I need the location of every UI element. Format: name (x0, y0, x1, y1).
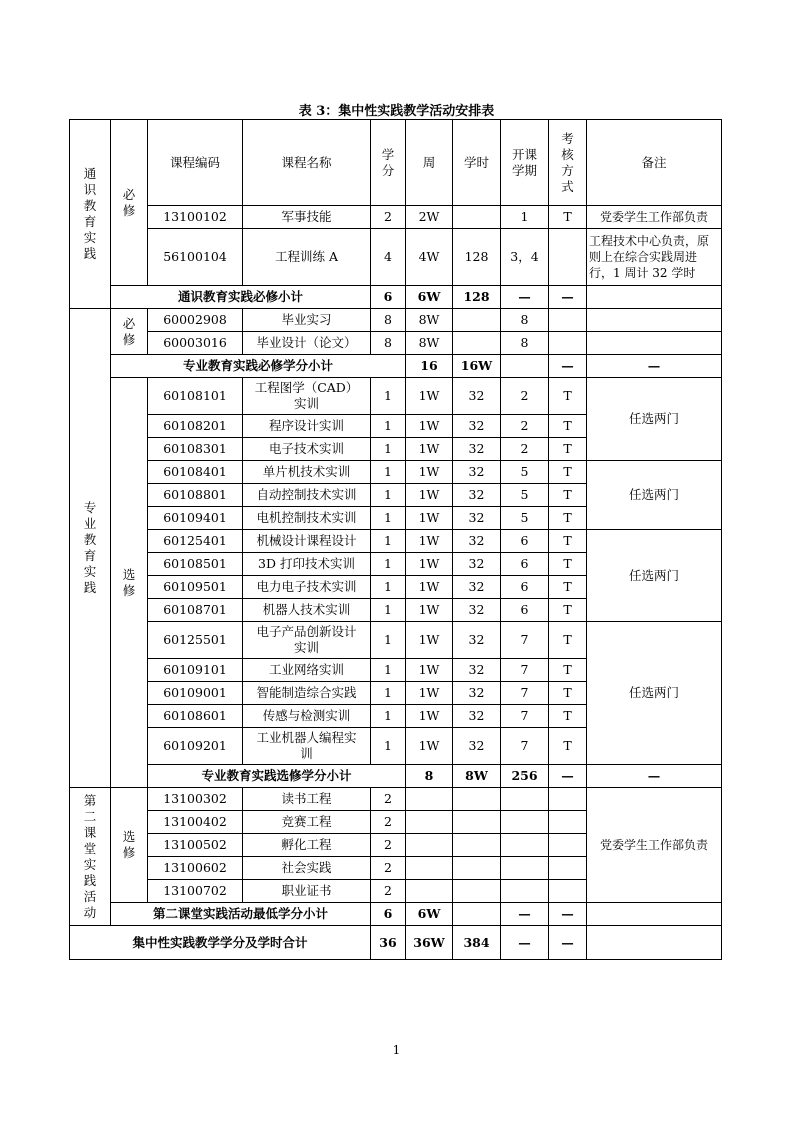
table-cell (549, 880, 587, 903)
table-cell: 1W (406, 705, 453, 728)
table-cell: T (549, 622, 587, 659)
table-cell (549, 309, 587, 332)
course-name: 自动控制技术实训 (243, 484, 371, 507)
table-row (70, 378, 722, 415)
table-cell (453, 880, 501, 903)
table-cell: 384 (453, 926, 501, 960)
practice-schedule-table (69, 119, 722, 960)
table-cell: 60108401 (148, 461, 243, 484)
table-cell: — (501, 926, 549, 960)
table-cell: 128 (453, 286, 501, 309)
table-cell: 60003016 (148, 332, 243, 355)
table-cell: T (549, 659, 587, 682)
table-cell: 1 (371, 438, 406, 461)
table-cell (406, 857, 453, 880)
table-cell: 1W (406, 576, 453, 599)
table-cell (549, 857, 587, 880)
table-row (70, 788, 722, 811)
table-cell: 60125501 (148, 622, 243, 659)
table-cell: 1 (371, 484, 406, 507)
table-cell: 6 (501, 553, 549, 576)
table-cell: 1 (371, 461, 406, 484)
table-cell: T (549, 415, 587, 438)
table-cell: 毕业实习 (243, 309, 371, 332)
remark-cell: 任选两门 (587, 378, 722, 461)
table-cell: 8 (501, 309, 549, 332)
column-header-remark: 备注 (587, 120, 722, 206)
table-cell: 16W (453, 355, 501, 378)
table-cell: 32 (453, 599, 501, 622)
table-cell: 13100602 (148, 857, 243, 880)
table-row (70, 206, 722, 229)
table-cell (549, 788, 587, 811)
table-cell (549, 229, 587, 286)
table-cell: T (549, 484, 587, 507)
sub-label: 必 修 (111, 120, 148, 286)
table-cell: 6 (501, 530, 549, 553)
table-cell: 2 (371, 834, 406, 857)
table-cell: T (549, 728, 587, 765)
table-cell (587, 332, 722, 355)
table-row (70, 229, 722, 286)
table-cell: 60108801 (148, 484, 243, 507)
table-cell: 13100402 (148, 811, 243, 834)
table-cell: 60109001 (148, 682, 243, 705)
table-cell: 职业证书 (243, 880, 371, 903)
column-header-hours: 学时 (453, 120, 501, 206)
remark-cell: 党委学生工作部负责 (587, 788, 722, 903)
table-cell (501, 788, 549, 811)
table-cell: 1W (406, 728, 453, 765)
table-cell: 竞赛工程 (243, 811, 371, 834)
table-cell: 1W (406, 622, 453, 659)
course-name: 工业机器人编程实 训 (243, 728, 371, 765)
course-name: 3D 打印技术实训 (243, 553, 371, 576)
table-cell: 1W (406, 599, 453, 622)
course-name: 电子技术实训 (243, 438, 371, 461)
table-cell: 60108501 (148, 553, 243, 576)
table-cell: 8 (371, 332, 406, 355)
table-cell (453, 834, 501, 857)
table-cell: 1W (406, 438, 453, 461)
table-cell: 32 (453, 484, 501, 507)
table-cell: — (501, 286, 549, 309)
table-cell: 8 (406, 765, 453, 788)
table-cell: T (549, 206, 587, 229)
table-cell: 1 (371, 530, 406, 553)
table-cell: 2 (501, 415, 549, 438)
table-cell: 32 (453, 461, 501, 484)
table-cell: — (549, 903, 587, 926)
table-row (70, 765, 722, 788)
column-header-week: 周 (406, 120, 453, 206)
table-cell: 6W (406, 286, 453, 309)
table-cell (501, 880, 549, 903)
table-cell: 32 (453, 530, 501, 553)
table-cell: 13100102 (148, 206, 243, 229)
table-cell: 7 (501, 728, 549, 765)
table-cell (587, 903, 722, 926)
table-cell: 1W (406, 682, 453, 705)
table-cell: 1W (406, 530, 453, 553)
table-cell: 1W (406, 378, 453, 415)
table-cell: 1W (406, 553, 453, 576)
table-row (70, 530, 722, 553)
table-cell: 2 (371, 857, 406, 880)
table-cell: 8W (406, 309, 453, 332)
table-cell (587, 286, 722, 309)
table-cell: 60108601 (148, 705, 243, 728)
subtotal-label: 第二课堂实践活动最低学分小计 (111, 903, 371, 926)
table-cell: 32 (453, 438, 501, 461)
table-cell: 2 (371, 206, 406, 229)
table-cell: 1 (371, 415, 406, 438)
table-cell (501, 834, 549, 857)
table-cell: T (549, 438, 587, 461)
column-header-exam: 考 核 方 式 (549, 120, 587, 206)
table-cell (406, 834, 453, 857)
course-name: 工程图学（CAD） 实训 (243, 378, 371, 415)
table-cell (453, 903, 501, 926)
table-cell: 1W (406, 415, 453, 438)
table-cell: 32 (453, 728, 501, 765)
table-cell (453, 332, 501, 355)
table-cell: 60108101 (148, 378, 243, 415)
table-cell (453, 309, 501, 332)
table-cell: 孵化工程 (243, 834, 371, 857)
course-name: 机械设计课程设计 (243, 530, 371, 553)
table-cell: 60108201 (148, 415, 243, 438)
table-cell: 8 (371, 309, 406, 332)
table-cell: 1 (371, 378, 406, 415)
table-cell: 7 (501, 705, 549, 728)
table-cell: — (501, 903, 549, 926)
subtotal-label: 专业教育实践选修学分小计 (148, 765, 406, 788)
table-cell: 社会实践 (243, 857, 371, 880)
table-cell: 5 (501, 507, 549, 530)
table-cell: 8 (501, 332, 549, 355)
course-name: 电机控制技术实训 (243, 507, 371, 530)
remark-cell: 工程技术中心负责，原则上在综合实践周进行，1 周计 32 学时 (587, 229, 722, 286)
table-cell: 4 (371, 229, 406, 286)
table-cell: — (549, 355, 587, 378)
table-cell: 60109201 (148, 728, 243, 765)
table-cell: 毕业设计（论文） (243, 332, 371, 355)
table-cell: 7 (501, 659, 549, 682)
sub-label: 选 修 (111, 378, 148, 788)
table-cell: 4W (406, 229, 453, 286)
table-cell: 5 (501, 461, 549, 484)
table-cell (453, 206, 501, 229)
table-cell: 3，4 (501, 229, 549, 286)
table-cell (501, 355, 549, 378)
table-row (70, 309, 722, 332)
table-cell (549, 811, 587, 834)
table-cell: 60108701 (148, 599, 243, 622)
table-cell: T (549, 599, 587, 622)
table-cell (549, 332, 587, 355)
table-cell: 32 (453, 576, 501, 599)
table-cell: 2 (501, 378, 549, 415)
table-cell: 8W (453, 765, 501, 788)
table-cell: T (549, 530, 587, 553)
remark-cell: 任选两门 (587, 622, 722, 765)
table-cell: — (549, 286, 587, 309)
table-cell: — (587, 355, 722, 378)
course-name: 电力电子技术实训 (243, 576, 371, 599)
section-label: 第 二 课 堂 实 践 活 动 (70, 788, 111, 926)
table-cell: 32 (453, 682, 501, 705)
remark-cell: 任选两门 (587, 530, 722, 622)
table-cell: 32 (453, 553, 501, 576)
table-cell: 1 (371, 576, 406, 599)
course-name: 程序设计实训 (243, 415, 371, 438)
table-cell: 2 (371, 811, 406, 834)
table-cell (453, 857, 501, 880)
course-name: 工业网络实训 (243, 659, 371, 682)
table-title: 表 3：集中性实践教学活动安排表 (298, 104, 495, 119)
table-cell: — (549, 926, 587, 960)
table-cell: 1 (371, 728, 406, 765)
table-cell: T (549, 553, 587, 576)
table-cell (453, 811, 501, 834)
course-name: 单片机技术实训 (243, 461, 371, 484)
table-row (70, 622, 722, 659)
table-row (70, 903, 722, 926)
section-label: 通 识 教 育 实 践 (70, 120, 111, 309)
table-cell: T (549, 682, 587, 705)
sub-label: 必 修 (111, 309, 148, 355)
table-cell: 6 (501, 576, 549, 599)
table-cell: 6 (371, 286, 406, 309)
table-cell: 60002908 (148, 309, 243, 332)
table-cell (501, 811, 549, 834)
course-name: 智能制造综合实践 (243, 682, 371, 705)
table-cell: 2 (371, 788, 406, 811)
table-cell: 36 (371, 926, 406, 960)
page-number: 1 (392, 1043, 401, 1057)
table-cell: 256 (501, 765, 549, 788)
table-cell: 7 (501, 682, 549, 705)
table-cell (587, 926, 722, 960)
table-cell: 128 (453, 229, 501, 286)
table-cell: 2W (406, 206, 453, 229)
table-cell: 1 (371, 659, 406, 682)
table-cell (549, 834, 587, 857)
table-row (70, 355, 722, 378)
table-cell: — (587, 765, 722, 788)
table-cell: 5 (501, 484, 549, 507)
column-header-code: 课程编码 (148, 120, 243, 206)
table-cell: 60125401 (148, 530, 243, 553)
table-cell: 56100104 (148, 229, 243, 286)
table-cell: 60109501 (148, 576, 243, 599)
table-cell: 6W (406, 903, 453, 926)
table-cell: 6 (371, 903, 406, 926)
table-cell: 1W (406, 507, 453, 530)
table-cell: 13100302 (148, 788, 243, 811)
table-cell: 60109401 (148, 507, 243, 530)
table-cell: 6 (501, 599, 549, 622)
table-cell: 1W (406, 484, 453, 507)
table-cell: T (549, 378, 587, 415)
table-cell: 工程训练 A (243, 229, 371, 286)
table-cell (453, 788, 501, 811)
column-header-name: 课程名称 (243, 120, 371, 206)
table-cell: 1 (371, 599, 406, 622)
total-label: 集中性实践教学学分及学时合计 (70, 926, 371, 960)
table-cell: T (549, 507, 587, 530)
table-cell: 1 (371, 705, 406, 728)
table-cell: 32 (453, 659, 501, 682)
table-cell: 36W (406, 926, 453, 960)
course-name: 传感与检测实训 (243, 705, 371, 728)
table-cell: 1 (371, 553, 406, 576)
table-cell: 7 (501, 622, 549, 659)
table-cell (501, 857, 549, 880)
table-cell: 32 (453, 507, 501, 530)
course-name: 机器人技术实训 (243, 599, 371, 622)
table-cell (406, 811, 453, 834)
table-row (70, 461, 722, 484)
remark-cell: 党委学生工作部负责 (587, 206, 722, 229)
table-row (70, 120, 722, 206)
table-cell: 2 (501, 438, 549, 461)
course-name: 电子产品创新设计 实训 (243, 622, 371, 659)
table-cell: 32 (453, 622, 501, 659)
remark-cell: 任选两门 (587, 461, 722, 530)
subtotal-label: 专业教育实践必修学分小计 (111, 355, 406, 378)
table-cell: 1W (406, 461, 453, 484)
table-cell: 16 (406, 355, 453, 378)
table-cell: 1 (371, 507, 406, 530)
table-row (70, 286, 722, 309)
table-row (70, 926, 722, 960)
table-cell: — (549, 765, 587, 788)
table-cell: 13100502 (148, 834, 243, 857)
table-cell: T (549, 576, 587, 599)
table-cell: T (549, 461, 587, 484)
table-cell (587, 309, 722, 332)
table-cell: 60108301 (148, 438, 243, 461)
table-cell: 8W (406, 332, 453, 355)
table-cell: 1 (371, 622, 406, 659)
table-cell: T (549, 705, 587, 728)
column-header-credit: 学 分 (371, 120, 406, 206)
table-cell: 2 (371, 880, 406, 903)
table-cell: 1 (371, 682, 406, 705)
table-cell: 60109101 (148, 659, 243, 682)
table-cell: 读书工程 (243, 788, 371, 811)
table-cell: 1 (501, 206, 549, 229)
table-cell: 32 (453, 705, 501, 728)
table-cell (406, 788, 453, 811)
table-cell: 13100702 (148, 880, 243, 903)
table-cell: 32 (453, 415, 501, 438)
table-cell (406, 880, 453, 903)
section-label: 专 业 教 育 实 践 (70, 309, 111, 788)
table-cell: 32 (453, 378, 501, 415)
table-cell: 1W (406, 659, 453, 682)
sub-label: 选 修 (111, 788, 148, 903)
subtotal-label: 通识教育实践必修小计 (111, 286, 371, 309)
table-row (70, 332, 722, 355)
table-cell: 军事技能 (243, 206, 371, 229)
column-header-semester: 开课 学期 (501, 120, 549, 206)
